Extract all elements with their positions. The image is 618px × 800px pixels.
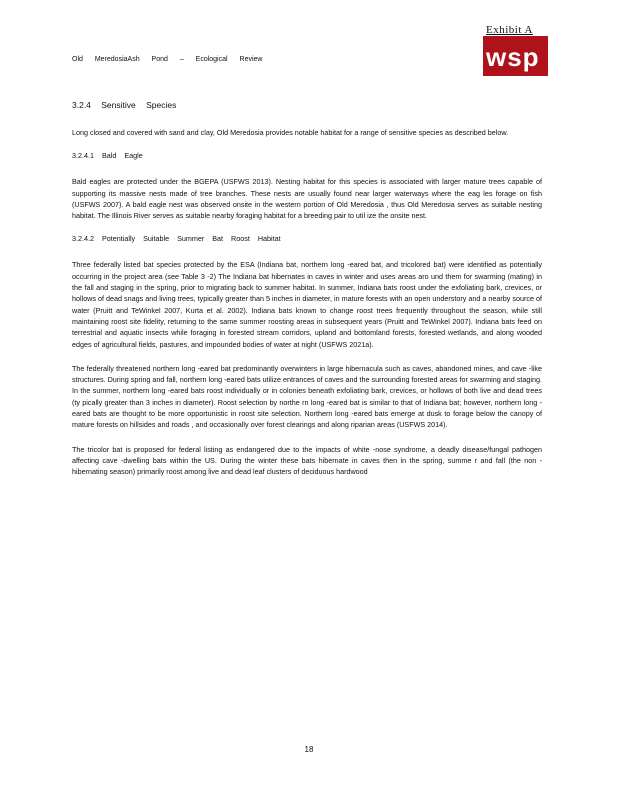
bat-paragraph-tricolored: The tricolor bat is proposed for federal listing as endangered due to the impacts of white -nose syndrome, a deadly disease/fungal pathogen affecting cave -dwelling bats within the US. During the winter these bats hibernate in caves then in the spring, summe r and fall (the non - hibernating season) primarily roost among live and dead leaf clusters of deciduous hardwood [72, 444, 542, 477]
wsp-logo [483, 36, 548, 76]
bat-roost-heading: 3.2.4.2 Potentially Suitable Summer Bat Roost Habitat [72, 234, 281, 244]
section-heading: 3.2.4 Sensitive Species [72, 100, 177, 110]
bat-paragraph-indiana: Three federally listed bat species protected by the ESA (Indiana bat, northern long -eared bat, and tricolored bat) were identified as potentially occurring in the project area (see Table 3 -2) The Indiana bat hibernates in caves in winter and uses areas aro und them for swarming (mating) in the fall and staging in the spring, prior to migrating back to summer habitat. In summer, Indiana bats roost under the exfoliating bark, crevices, or hollows of dead snags and living trees, typically greater than 5 inches in diameter, in mature forests with an open understory and a nearby source of water (Pruitt and TeWinkel 2007, Kurta et al. 2002). Indiana bats known to change roost trees frequently throughout the season, while still maintaining roost site fidelity, returning to the same summer roosting areas in subsequent years (Pruitt and TeWinkel 2007). Indiana bats feed on terrestrial and aquatic insects while foraging in forested stream corridors, upland and bottomland forests, forested wetlands, and along wooded edges of agricultural fields, pastures, and impounded bodies of water at night (USFWS 2021a). [72, 260, 542, 349]
logo-text: wsp [486, 42, 540, 72]
wsp-logo-mark [483, 36, 548, 76]
document-body [72, 100, 542, 491]
intro-paragraph: Long closed and covered with sand and clay, Old Meredosia provides notable habitat for a range of sensitive species as described below. [72, 128, 509, 137]
exhibit-label: Exhibit A [486, 24, 533, 36]
running-header: Old MeredosiaAsh Pond – Ecological Review [72, 56, 263, 63]
bald-eagle-paragraph: Bald eagles are protected under the BGEPA (USFWS 2013). Nesting habitat for this species is associated with larger mature trees capable of supporting its massive nests made of tree branches. These nests are usually found near larger waterways where the eag les forage on fish (USFWS 2007). A bald eagle nest was observed onsite in the western portion of Old Meredosia , thus Old Meredosia serves as suitable nesting habitat. The Illinois River serves as suitable nearby foraging habitat for a breeding pair to util ize the onsite nest. [72, 177, 542, 221]
page-number: 18 [304, 745, 314, 754]
bald-eagle-heading: 3.2.4.1 Bald Eagle [72, 151, 143, 161]
bat-paragraph-northern-long-eared: The federally threatened northern long -eared bat predominantly overwinters in large hibernacula such as caves, abandoned mines, and cave -like structures. During spring and fall, northern long -eared bats utilize entrances of caves and the surrounding forested areas for swarming and staging. In the summer, northern long -eared bats roost individually or in colonies beneath exfoliating bark, crevices, or hollows of both live and dead trees (ty pically greater than 3 inches in diameter). Roost selection by northe rn long -eared bat is similar to that of Indiana bat; however, northern long -eared bats are thought to be more opportunistic in roost site selection. Northern long -eared bats emerge at dusk to forage below the canopy of mature forests on hillsides and roads , and occasionally over forest clearings and along riparian areas (USFWS 2014). [72, 363, 542, 430]
